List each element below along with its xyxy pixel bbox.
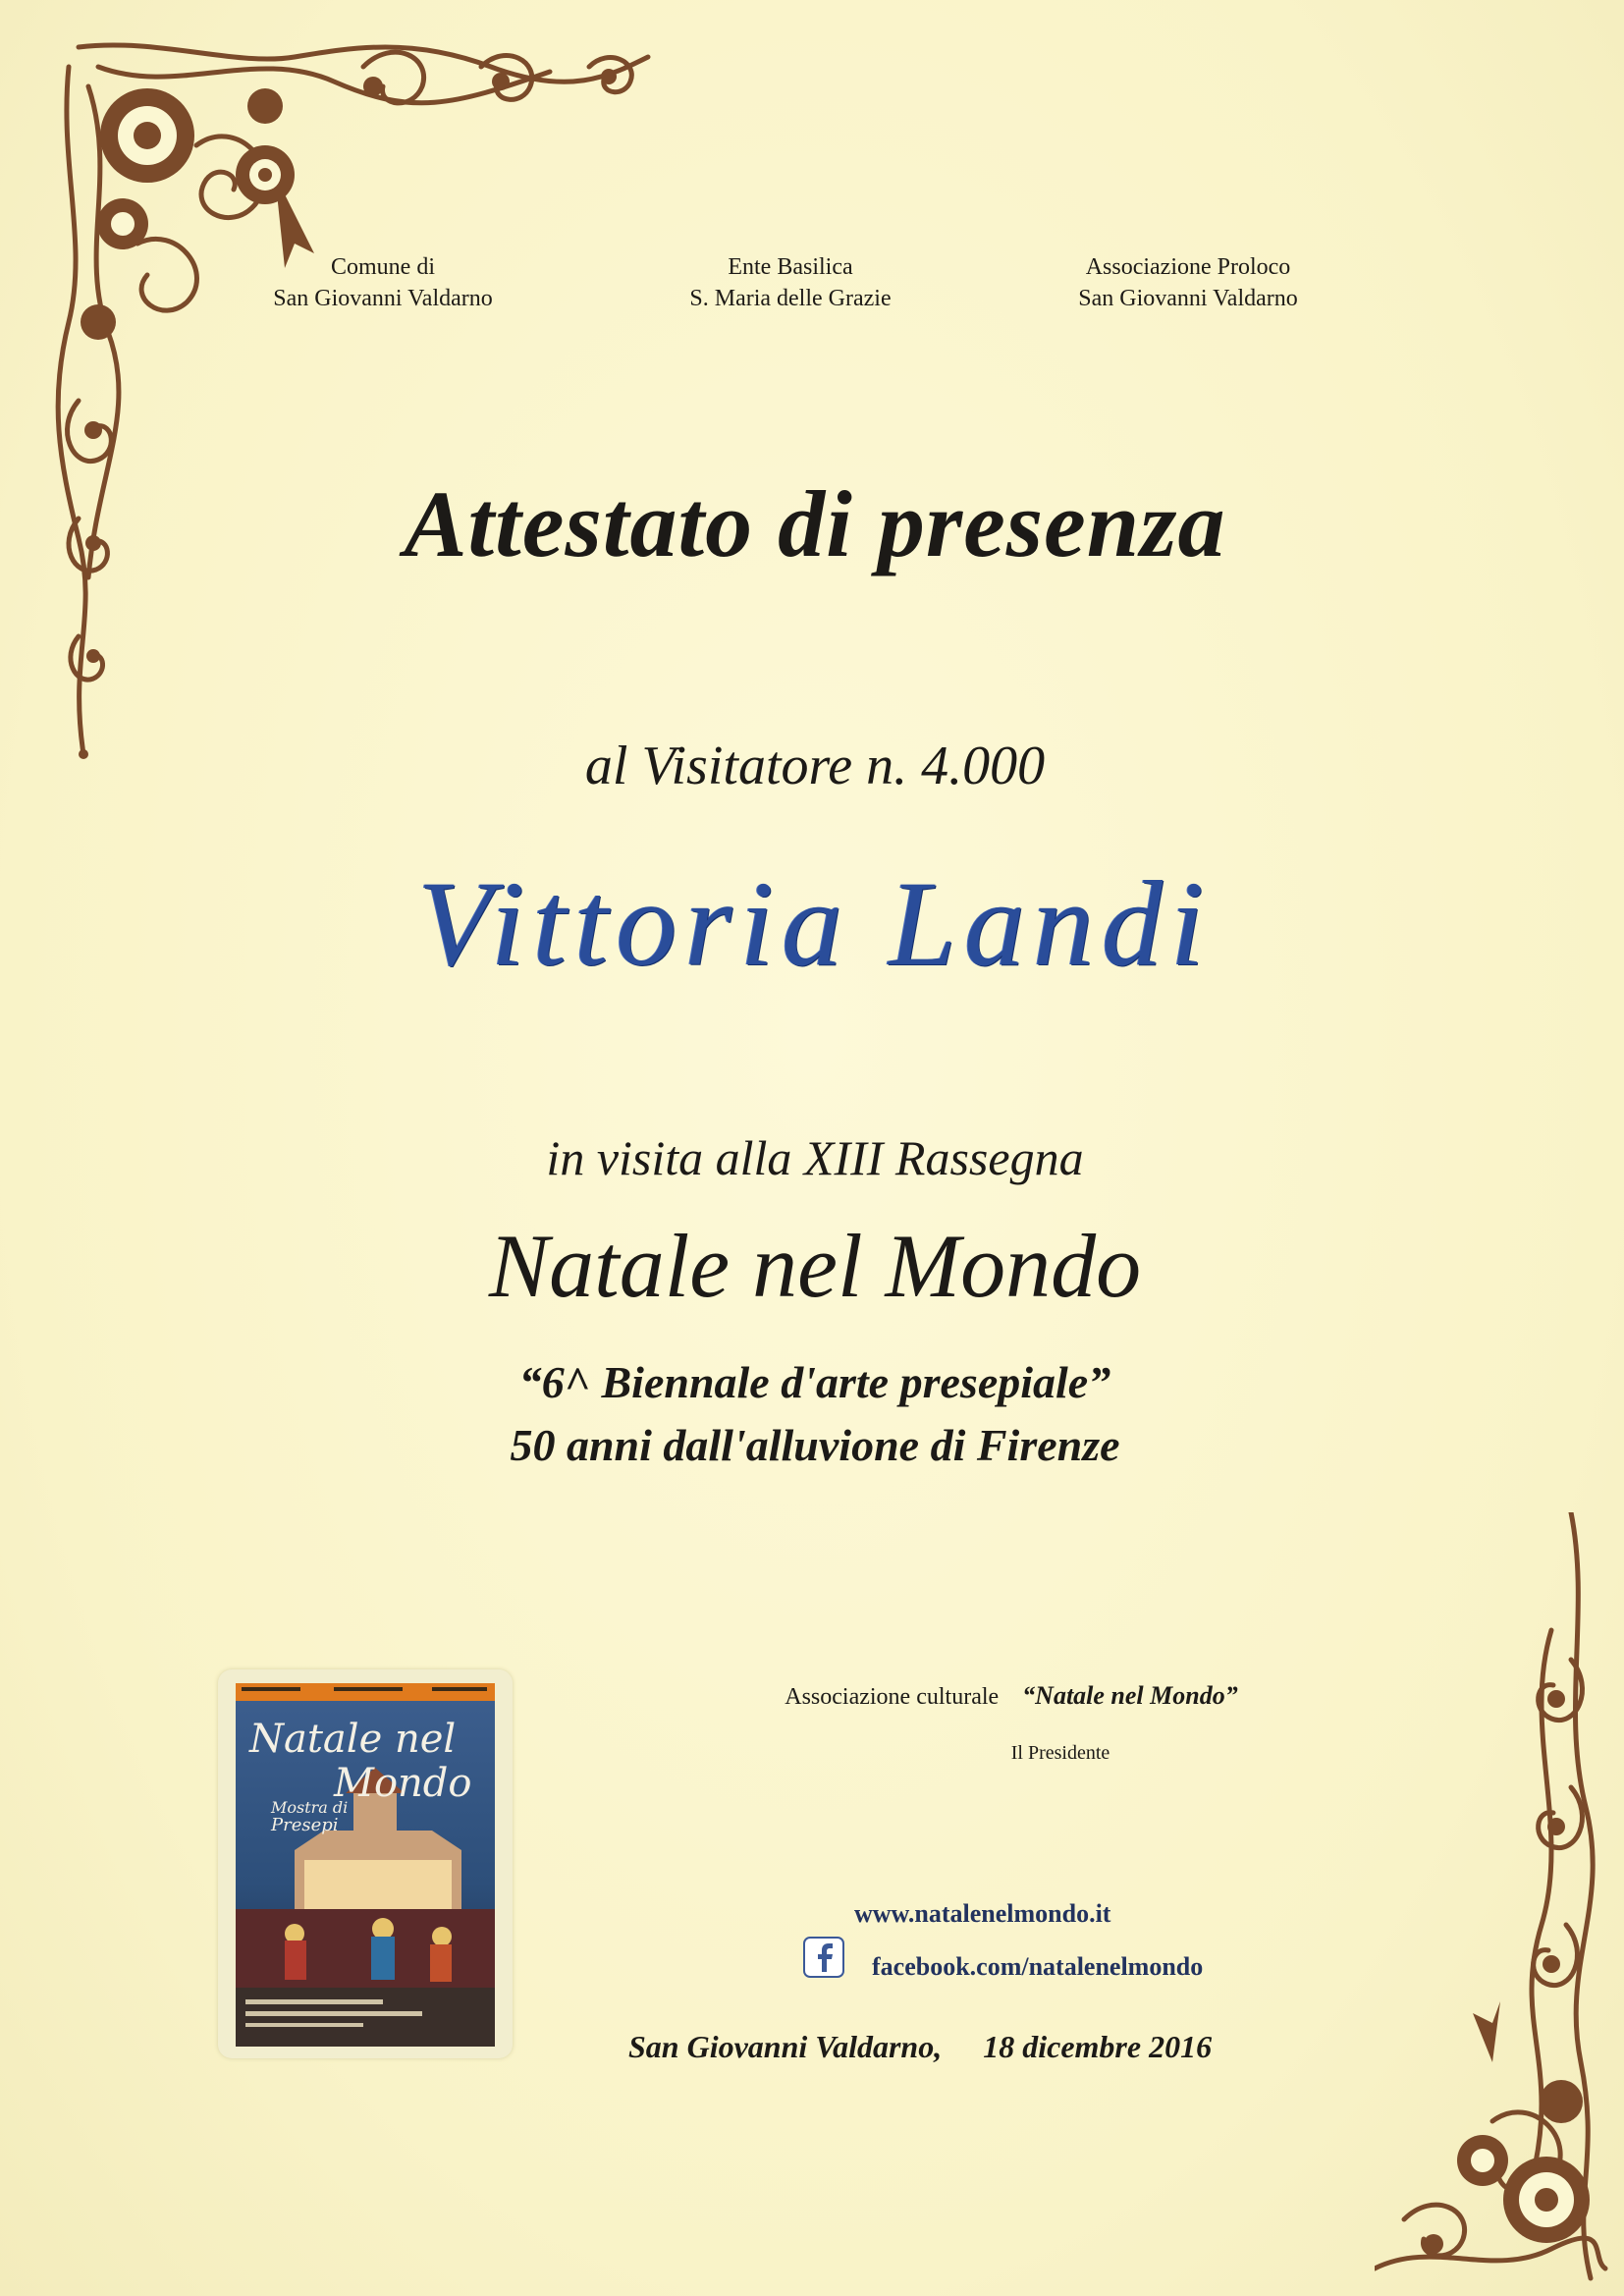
poster-image bbox=[236, 1683, 495, 2047]
certificate-title: Attestato di presenza bbox=[404, 471, 1226, 576]
event-subtitle bbox=[295, 1351, 1335, 1477]
association-prefix: Associazione culturale bbox=[785, 1684, 1000, 1710]
poster-tag-2: Presepi bbox=[271, 1815, 339, 1835]
sponsor-line: Ente Basilica bbox=[728, 254, 853, 280]
facebook-row[interactable] bbox=[803, 1935, 1314, 1984]
website-link[interactable]: www.natalenelmondo.it bbox=[854, 1899, 1111, 1928]
visitor-number-line: al Visitatore n. 4.000 bbox=[584, 736, 1046, 796]
facebook-icon[interactable] bbox=[803, 1937, 844, 1978]
sponsor-basilica bbox=[609, 251, 972, 314]
recipient-name: Vittoria Landi bbox=[417, 856, 1213, 991]
bottom-right-ornament bbox=[1375, 1512, 1610, 2288]
poster-title-2: Mondo bbox=[334, 1761, 472, 1806]
event-name: Natale nel Mondo bbox=[488, 1216, 1142, 1316]
president-label: Il Presidente bbox=[1010, 1742, 1110, 1764]
place: San Giovanni Valdarno, bbox=[628, 2029, 943, 2064]
subtitle-line-1: “6^ Biennale d'arte presepiale” bbox=[518, 1357, 1111, 1407]
sponsor-line: San Giovanni Valdarno bbox=[273, 286, 493, 311]
sponsor-line: Comune di bbox=[331, 254, 435, 280]
top-left-ornament bbox=[39, 27, 668, 774]
sponsor-line: San Giovanni Valdarno bbox=[1078, 286, 1298, 311]
subtitle-line-2: 50 anni dall'alluvione di Firenze bbox=[510, 1420, 1120, 1470]
poster-tag-1: Mostra di bbox=[271, 1798, 349, 1817]
poster-title-1: Natale nel bbox=[249, 1717, 457, 1762]
facebook-link[interactable]: facebook.com/natalenelmondo bbox=[872, 1952, 1204, 1981]
sponsor-line: S. Maria delle Grazie bbox=[689, 286, 892, 311]
event-poster bbox=[218, 1669, 513, 2058]
sponsor-proloco bbox=[1021, 251, 1355, 314]
place-and-date bbox=[628, 2029, 1355, 2065]
sponsor-line: Associazione Proloco bbox=[1085, 254, 1291, 280]
date: 18 dicembre 2016 bbox=[983, 2029, 1213, 2064]
association-line bbox=[687, 1681, 1335, 1711]
association-name: “Natale nel Mondo” bbox=[1022, 1681, 1238, 1710]
sponsor-comune bbox=[221, 251, 545, 314]
visit-line: in visita alla XIII Rassegna bbox=[546, 1130, 1084, 1185]
